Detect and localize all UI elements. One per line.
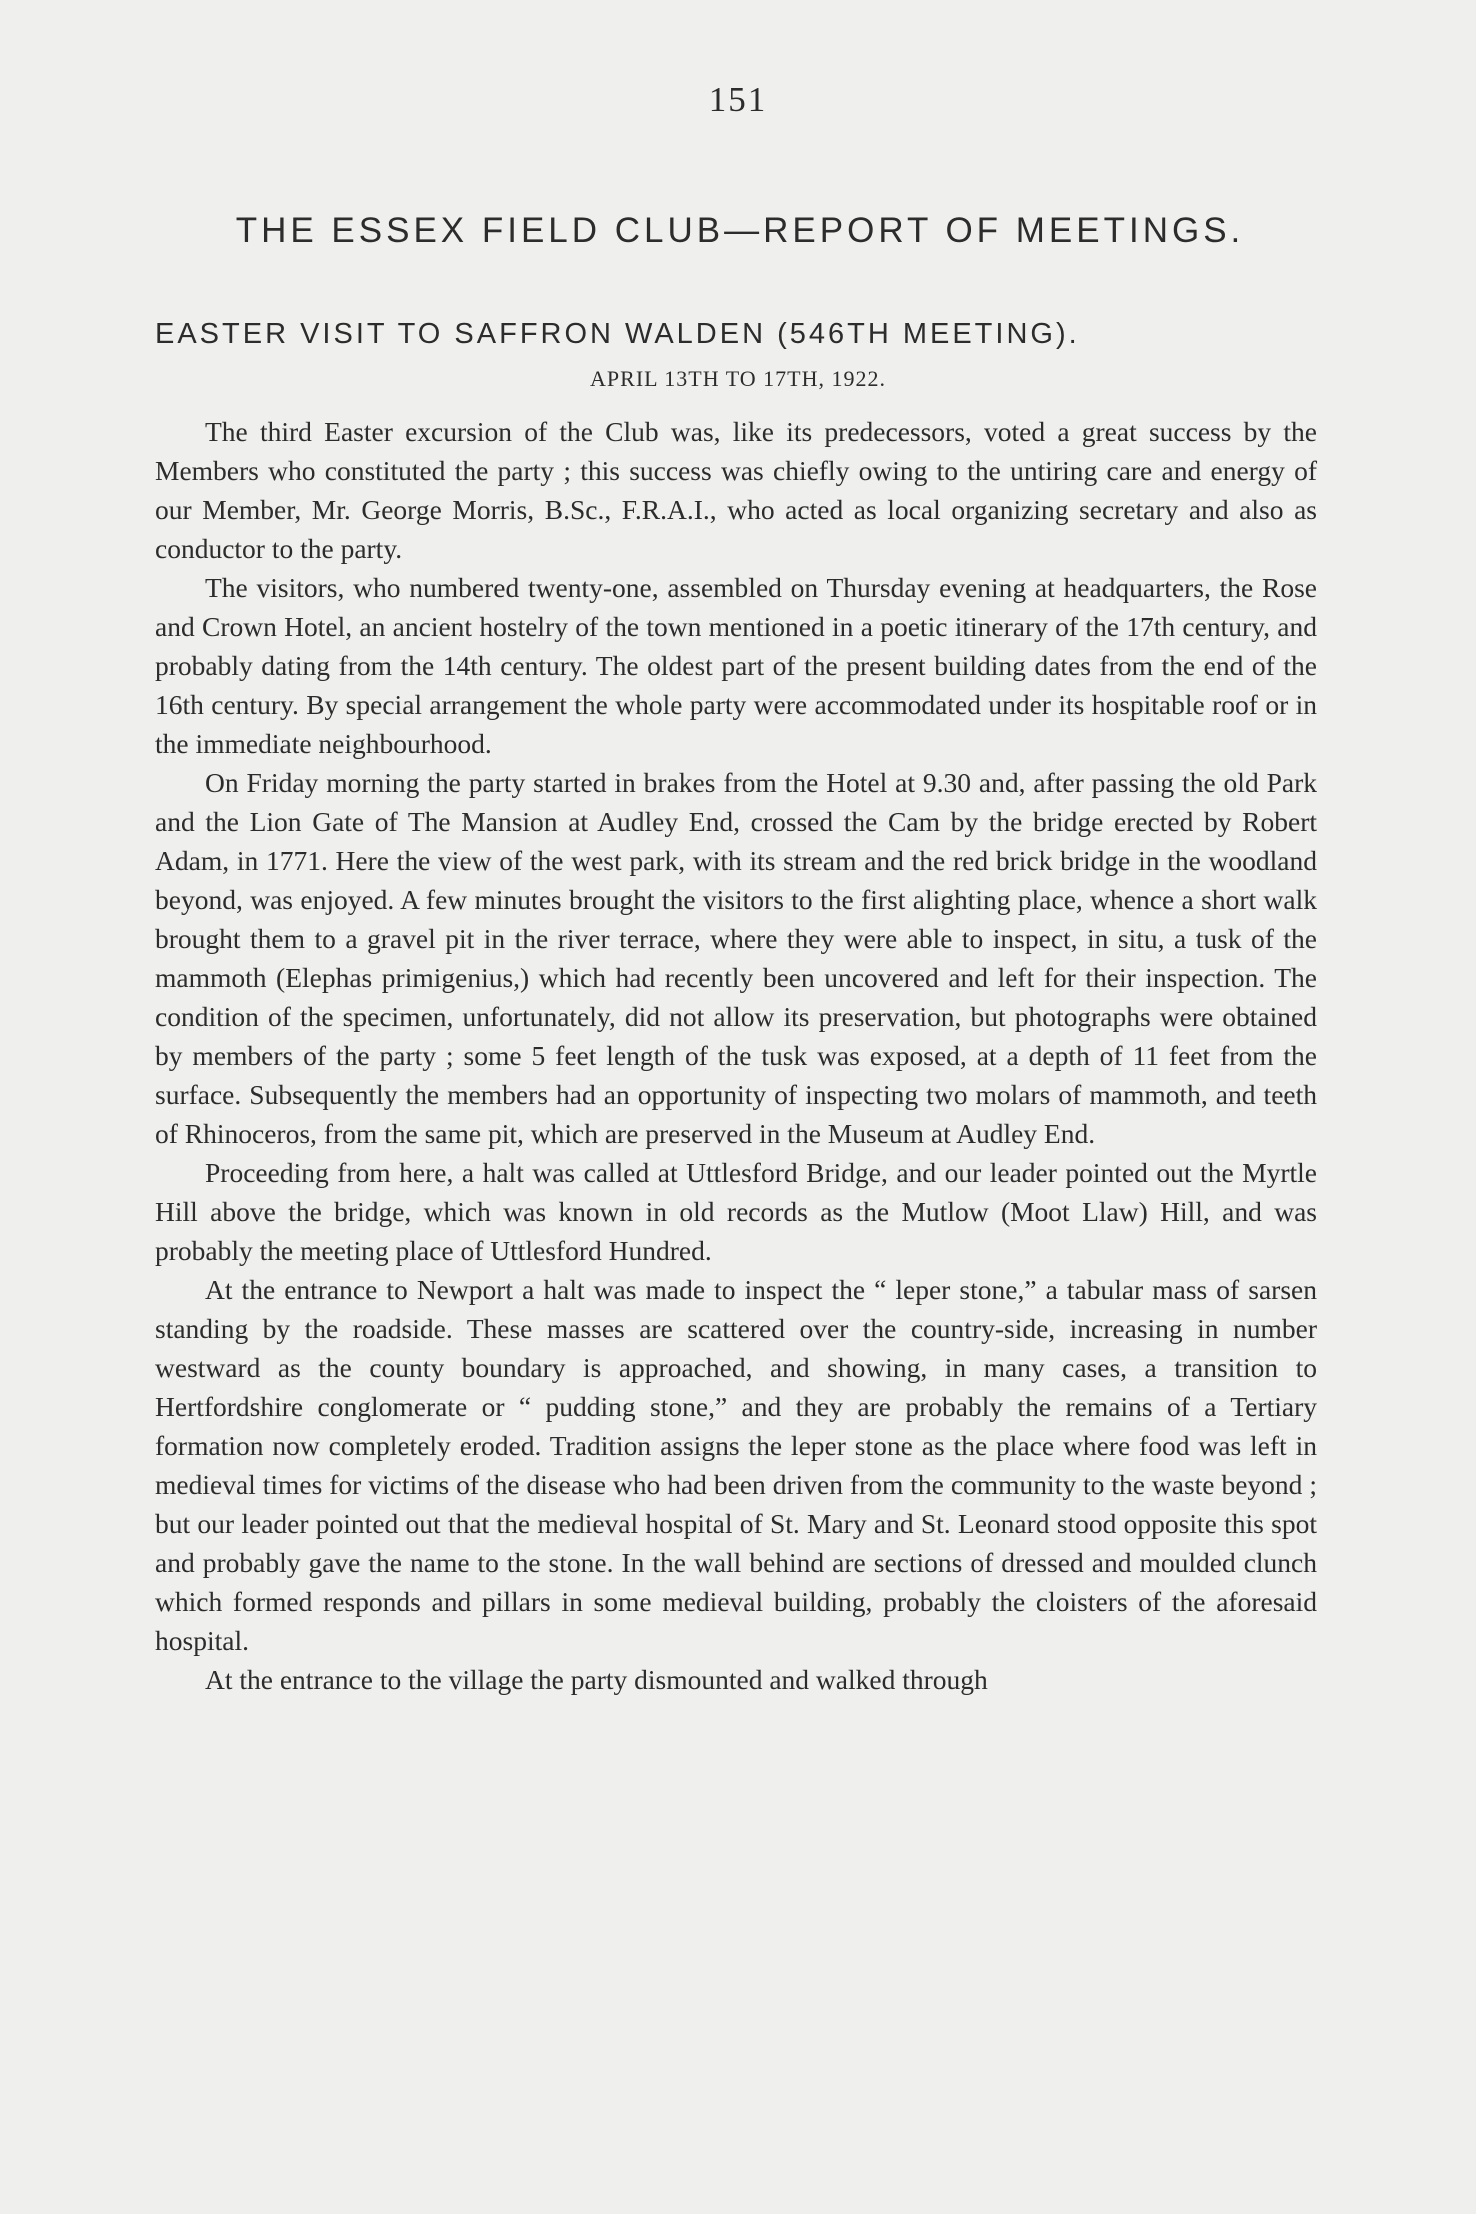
paragraph: Proceeding from here, a halt was called at Uttlesford Bridge, and our leader pointed out the Myrtle Hill above the bridge, which was known in old records as the Mutlow (Moot Llaw) Hill, and was probably the meeting place of Uttlesford Hundred. <box>155 1157 1317 1266</box>
paragraph: At the entrance to Newport a halt was made to inspect the “ leper stone,” a tabular mass of sarsen standing by the roadside. These masses are scattered over the country-side, increasing in number westward as the county boundary is approached, and showing, in many cases, a transition to Hertfordshire conglomerate or “ pudding stone,” and they are probably the remains of a Tertiary formation now completely eroded. Tradition assigns the leper stone as the place where food was left in medieval times for victims of the disease who had been driven from the community to the waste beyond ; but our leader pointed out that the medieval hospital of St. Mary and St. Leonard stood opposite this spot and probably gave the name to the stone. In the wall behind are sections of dressed and moulded clunch which formed responds and pillars in some medieval building, probably the cloisters of the aforesaid hospital. <box>155 1274 1317 1656</box>
page-number: 151 <box>708 80 768 119</box>
paragraph: The third Easter excursion of the Club was, like its predecessors, voted a great success by the Members who constituted the party ; this success was chiefly owing to the untiring care and energy of our Member, Mr. George Morris, B.Sc., F.R.A.I., who acted as local organizing secretary and also as conductor to the party. <box>155 416 1317 564</box>
article-title: THE ESSEX FIELD CLUB—REPORT OF MEETINGS. <box>235 211 1245 250</box>
meeting-heading: EASTER VISIT TO SAFFRON WALDEN (546TH MEETING). <box>155 318 1080 350</box>
meeting-dates: APRIL 13TH TO 17TH, 1922. <box>590 366 886 391</box>
paragraph: At the entrance to the village the party dismounted and walked through <box>205 1664 988 1695</box>
paragraph: On Friday morning the party started in brakes from the Hotel at 9.30 and, after passing the old Park and the Lion Gate of The Mansion at Audley End, crossed the Cam by the bridge erected by Robert Adam, in 1771. Here the view of the west park, with its stream and the red brick bridge in the woodland beyond, was enjoyed. A few minutes brought the visitors to the first alighting place, whence a short walk brought them to a gravel pit in the river terrace, where they were able to inspect, in situ, a tusk of the mammoth (Elephas primigenius,) which had recently been uncovered and left for their inspection. The condition of the specimen, unfortunately, did not allow its preservation, but photographs were obtained by members of the party ; some 5 feet length of the tusk was exposed, at a depth of 11 feet from the surface. Subsequently the members had an opportunity of inspecting two molars of mammoth, and teeth of Rhinoceros, from the same pit, which are preserved in the Museum at Audley End. <box>155 767 1317 1149</box>
paragraph: The visitors, who numbered twenty-one, assembled on Thursday evening at headquarters, the Rose and Crown Hotel, an ancient hostelry of the town mentioned in a poetic itinerary of the 17th century, and probably dating from the 14th century. The oldest part of the present building dates from the end of the 16th century. By special arrangement the whole party were accommodated under its hospitable roof or in the immediate neighbourhood. <box>155 572 1317 759</box>
article-body <box>155 412 1317 1699</box>
